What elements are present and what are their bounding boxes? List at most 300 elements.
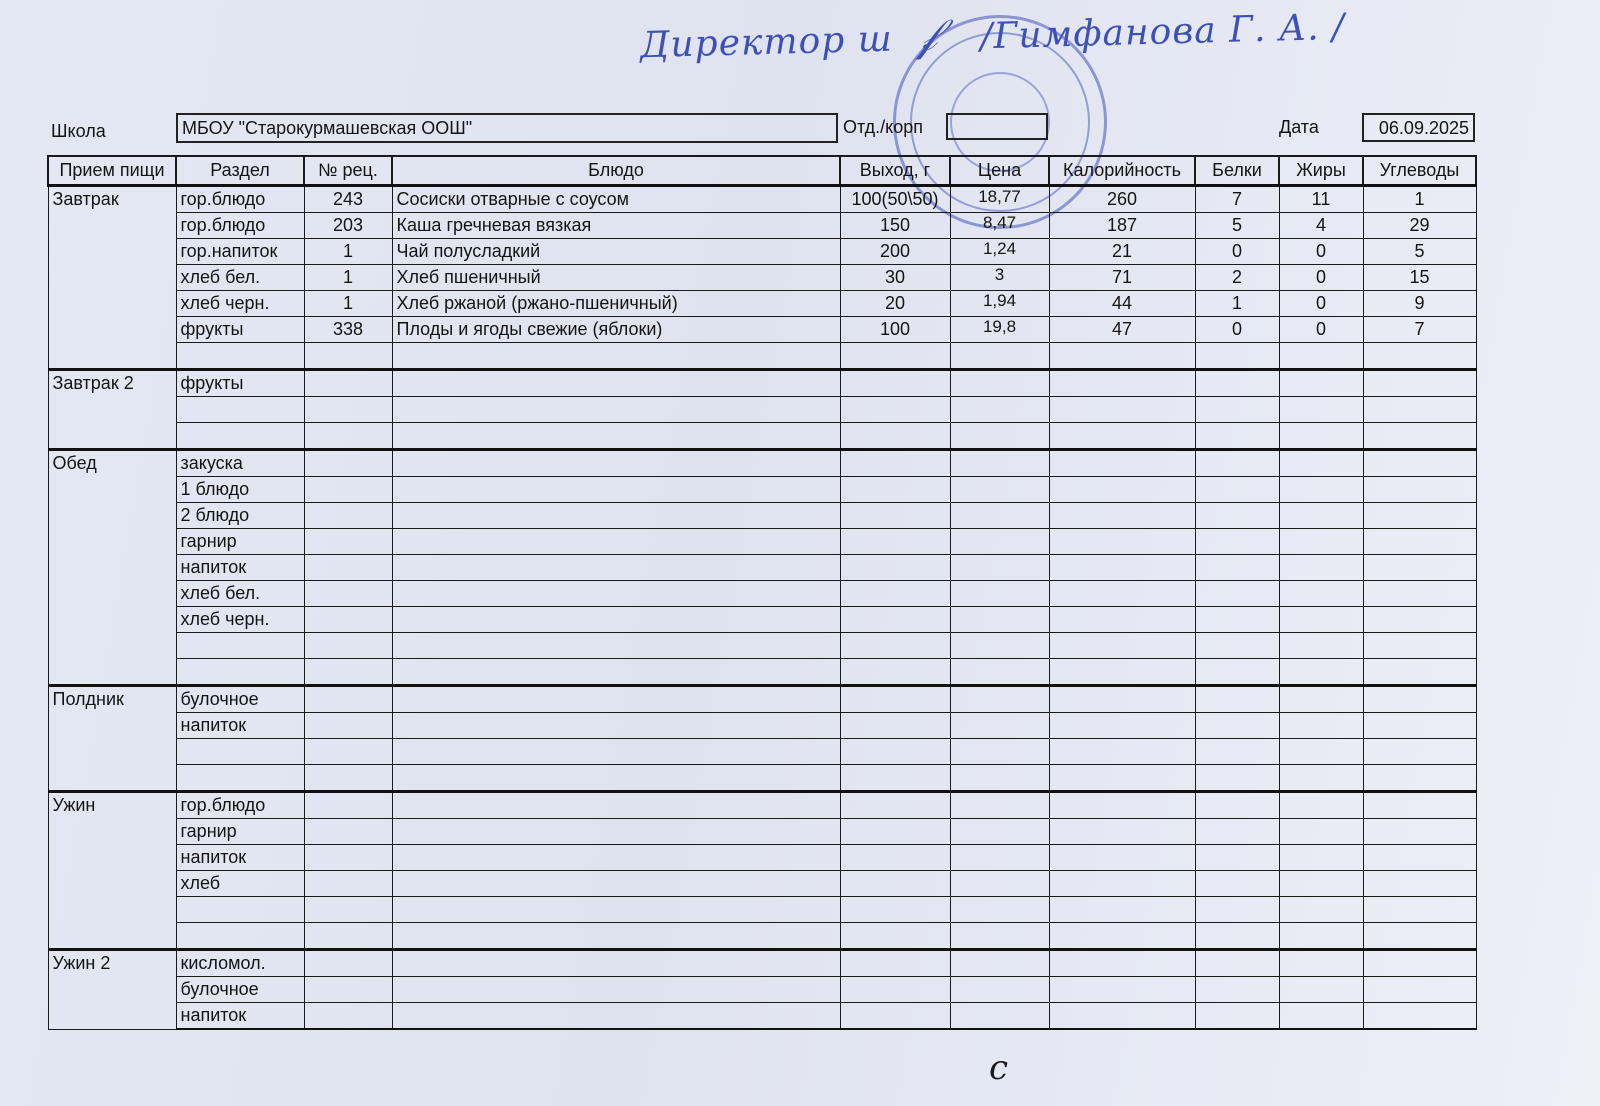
fat-column-header: Жиры (1279, 156, 1363, 186)
dish-cell[interactable] (392, 370, 840, 397)
section-cell[interactable]: булочное (176, 977, 304, 1003)
price-cell[interactable]: 1,24 (950, 239, 1049, 265)
kcal-cell[interactable] (1049, 845, 1195, 871)
protein-cell[interactable] (1195, 503, 1279, 529)
output-cell[interactable] (840, 397, 950, 423)
price-cell[interactable] (950, 397, 1049, 423)
recipe-number-cell[interactable] (304, 765, 392, 792)
section-cell[interactable]: фрукты (176, 317, 304, 343)
section-cell[interactable]: гор.напиток (176, 239, 304, 265)
section-cell[interactable]: хлеб бел. (176, 265, 304, 291)
section-cell[interactable]: напиток (176, 555, 304, 581)
dish-cell[interactable] (392, 977, 840, 1003)
fat-cell[interactable] (1279, 950, 1363, 977)
kcal-cell[interactable] (1049, 503, 1195, 529)
recipe-number-cell[interactable] (304, 529, 392, 555)
recipe-number-cell[interactable]: 243 (304, 186, 392, 213)
carbs-cell[interactable] (1363, 765, 1476, 792)
table-row (48, 423, 1476, 450)
dish-cell[interactable] (392, 897, 840, 923)
recipe-number-cell[interactable] (304, 686, 392, 713)
section-cell[interactable] (176, 659, 304, 686)
output-cell[interactable] (840, 659, 950, 686)
recipe-number-cell[interactable] (304, 819, 392, 845)
protein-cell[interactable] (1195, 450, 1279, 477)
section-cell[interactable]: гарнир (176, 529, 304, 555)
carbs-cell[interactable] (1363, 423, 1476, 450)
carbs-cell[interactable] (1363, 503, 1476, 529)
price-cell[interactable] (950, 581, 1049, 607)
fat-cell[interactable] (1279, 713, 1363, 739)
fat-cell[interactable] (1279, 581, 1363, 607)
recipe-number-cell[interactable] (304, 897, 392, 923)
dish-cell[interactable] (392, 871, 840, 897)
recipe-number-cell[interactable]: 1 (304, 291, 392, 317)
recipe-number-cell[interactable] (304, 370, 392, 397)
dish-cell[interactable] (392, 765, 840, 792)
fat-cell[interactable] (1279, 686, 1363, 713)
price-cell[interactable] (950, 370, 1049, 397)
fat-cell[interactable] (1279, 607, 1363, 633)
fat-cell[interactable]: 0 (1279, 239, 1363, 265)
carbs-cell[interactable] (1363, 659, 1476, 686)
fat-cell[interactable] (1279, 555, 1363, 581)
section-cell[interactable]: 2 блюдо (176, 503, 304, 529)
carbs-cell[interactable] (1363, 819, 1476, 845)
kcal-cell[interactable] (1049, 659, 1195, 686)
section-cell[interactable]: хлеб бел. (176, 581, 304, 607)
carbs-cell[interactable] (1363, 950, 1476, 977)
carbs-cell[interactable] (1363, 977, 1476, 1003)
price-cell[interactable] (950, 477, 1049, 503)
table-row (48, 265, 1476, 291)
output-cell[interactable] (840, 450, 950, 477)
price-cell[interactable] (950, 607, 1049, 633)
dish-cell[interactable] (392, 950, 840, 977)
price-cell[interactable] (950, 343, 1049, 370)
date-field[interactable]: 06.09.2025 (1362, 113, 1475, 142)
price-cell[interactable] (950, 555, 1049, 581)
output-cell[interactable] (840, 923, 950, 950)
fat-cell[interactable]: 0 (1279, 265, 1363, 291)
dish-cell[interactable]: Плоды и ягоды свежие (яблоки) (392, 317, 840, 343)
fat-cell[interactable]: 0 (1279, 317, 1363, 343)
protein-cell[interactable]: 0 (1195, 317, 1279, 343)
dish-cell[interactable] (392, 581, 840, 607)
output-cell[interactable] (840, 581, 950, 607)
section-cell[interactable]: напиток (176, 845, 304, 871)
protein-cell[interactable] (1195, 792, 1279, 819)
kcal-cell[interactable] (1049, 343, 1195, 370)
section-cell[interactable] (176, 923, 304, 950)
section-cell[interactable]: гарнир (176, 819, 304, 845)
recipe-number-cell[interactable] (304, 633, 392, 659)
carbs-cell[interactable] (1363, 555, 1476, 581)
recipe-number-cell[interactable] (304, 923, 392, 950)
protein-cell[interactable] (1195, 529, 1279, 555)
output-cell[interactable] (840, 633, 950, 659)
recipe-number-cell[interactable] (304, 659, 392, 686)
price-cell[interactable] (950, 977, 1049, 1003)
kcal-cell[interactable] (1049, 423, 1195, 450)
kcal-cell[interactable]: 44 (1049, 291, 1195, 317)
branch-field[interactable] (946, 113, 1048, 140)
protein-cell[interactable] (1195, 713, 1279, 739)
dish-cell[interactable] (392, 633, 840, 659)
protein-cell[interactable] (1195, 555, 1279, 581)
kcal-cell[interactable]: 187 (1049, 213, 1195, 239)
price-cell[interactable] (950, 503, 1049, 529)
school-field[interactable]: МБОУ "Старокурмашевская ООШ" (176, 113, 838, 143)
price-cell[interactable]: 1,94 (950, 291, 1049, 317)
price-cell[interactable] (950, 423, 1049, 450)
price-cell[interactable]: 19,8 (950, 317, 1049, 343)
kcal-cell[interactable] (1049, 792, 1195, 819)
kcal-cell[interactable] (1049, 923, 1195, 950)
kcal-cell[interactable] (1049, 871, 1195, 897)
recipe-number-cell[interactable] (304, 871, 392, 897)
dish-cell[interactable] (392, 555, 840, 581)
carbs-cell[interactable] (1363, 343, 1476, 370)
fat-cell[interactable] (1279, 739, 1363, 765)
dish-cell[interactable]: Чай полусладкий (392, 239, 840, 265)
fat-cell[interactable] (1279, 845, 1363, 871)
protein-cell[interactable]: 7 (1195, 186, 1279, 213)
recipe-number-cell[interactable]: 203 (304, 213, 392, 239)
output-cell[interactable]: 100 (840, 317, 950, 343)
fat-cell[interactable] (1279, 1003, 1363, 1030)
protein-cell[interactable] (1195, 607, 1279, 633)
fat-cell[interactable] (1279, 503, 1363, 529)
output-cell[interactable] (840, 845, 950, 871)
recipe-number-cell[interactable] (304, 977, 392, 1003)
recipe-number-cell[interactable] (304, 423, 392, 450)
dish-cell[interactable] (392, 739, 840, 765)
dish-cell[interactable] (392, 819, 840, 845)
protein-cell[interactable] (1195, 739, 1279, 765)
fat-cell[interactable] (1279, 370, 1363, 397)
carbs-cell[interactable]: 15 (1363, 265, 1476, 291)
carbs-cell[interactable] (1363, 923, 1476, 950)
kcal-cell[interactable] (1049, 555, 1195, 581)
output-cell[interactable] (840, 423, 950, 450)
kcal-cell[interactable] (1049, 397, 1195, 423)
fat-cell[interactable] (1279, 397, 1363, 423)
protein-cell[interactable]: 0 (1195, 239, 1279, 265)
protein-cell[interactable] (1195, 819, 1279, 845)
price-cell[interactable] (950, 1003, 1049, 1030)
section-cell[interactable] (176, 423, 304, 450)
recipe-number-cell[interactable] (304, 739, 392, 765)
output-cell[interactable]: 200 (840, 239, 950, 265)
output-cell[interactable] (840, 503, 950, 529)
carbs-cell[interactable] (1363, 633, 1476, 659)
protein-cell[interactable] (1195, 477, 1279, 503)
dish-cell[interactable] (392, 1003, 840, 1030)
recipe-number-cell[interactable]: 1 (304, 265, 392, 291)
protein-cell[interactable] (1195, 950, 1279, 977)
section-cell[interactable]: булочное (176, 686, 304, 713)
fat-cell[interactable] (1279, 450, 1363, 477)
recipe-number-cell[interactable]: 338 (304, 317, 392, 343)
section-cell[interactable]: гор.блюдо (176, 186, 304, 213)
kcal-cell[interactable] (1049, 739, 1195, 765)
section-cell[interactable] (176, 397, 304, 423)
dish-cell[interactable]: Хлеб ржаной (ржано-пшеничный) (392, 291, 840, 317)
dish-cell[interactable] (392, 423, 840, 450)
output-cell[interactable] (840, 819, 950, 845)
output-cell[interactable]: 150 (840, 213, 950, 239)
kcal-cell[interactable]: 71 (1049, 265, 1195, 291)
price-cell[interactable] (950, 792, 1049, 819)
menu-table (47, 155, 1477, 1030)
table-row (48, 792, 1476, 819)
recipe-number-cell[interactable] (304, 503, 392, 529)
fat-cell[interactable] (1279, 633, 1363, 659)
price-cell[interactable] (950, 871, 1049, 897)
price-cell[interactable] (950, 819, 1049, 845)
carbs-cell[interactable] (1363, 897, 1476, 923)
carbs-cell[interactable] (1363, 739, 1476, 765)
section-cell[interactable]: фрукты (176, 370, 304, 397)
recipe-number-cell[interactable] (304, 845, 392, 871)
kcal-cell[interactable] (1049, 633, 1195, 659)
dish-cell[interactable] (392, 503, 840, 529)
kcal-cell[interactable] (1049, 819, 1195, 845)
price-cell[interactable] (950, 686, 1049, 713)
protein-cell[interactable] (1195, 977, 1279, 1003)
protein-cell[interactable] (1195, 343, 1279, 370)
output-cell[interactable]: 100(50\50) (840, 186, 950, 213)
table-row (48, 897, 1476, 923)
kcal-cell[interactable] (1049, 370, 1195, 397)
carbs-cell[interactable] (1363, 581, 1476, 607)
recipe-number-cell[interactable] (304, 607, 392, 633)
recipe-number-cell[interactable]: 1 (304, 239, 392, 265)
output-cell[interactable]: 20 (840, 291, 950, 317)
fat-cell[interactable]: 0 (1279, 291, 1363, 317)
recipe-number-cell[interactable] (304, 555, 392, 581)
fat-cell[interactable] (1279, 977, 1363, 1003)
fat-cell[interactable] (1279, 423, 1363, 450)
price-cell[interactable] (950, 659, 1049, 686)
dish-cell[interactable]: Сосиски отварные с соусом (392, 186, 840, 213)
section-cell[interactable] (176, 765, 304, 792)
price-cell[interactable] (950, 739, 1049, 765)
dish-cell[interactable]: Хлеб пшеничный (392, 265, 840, 291)
carbs-cell[interactable] (1363, 477, 1476, 503)
recipe-number-cell[interactable] (304, 792, 392, 819)
fat-cell[interactable] (1279, 529, 1363, 555)
section-cell[interactable]: гор.блюдо (176, 792, 304, 819)
protein-cell[interactable] (1195, 423, 1279, 450)
fat-cell[interactable] (1279, 765, 1363, 792)
price-cell[interactable] (950, 923, 1049, 950)
fat-cell[interactable]: 4 (1279, 213, 1363, 239)
protein-cell[interactable] (1195, 659, 1279, 686)
output-cell[interactable] (840, 977, 950, 1003)
price-cell[interactable] (950, 845, 1049, 871)
fat-cell[interactable] (1279, 871, 1363, 897)
dish-cell[interactable] (392, 923, 840, 950)
output-cell[interactable] (840, 897, 950, 923)
price-cell[interactable] (950, 713, 1049, 739)
section-cell[interactable] (176, 897, 304, 923)
dish-cell[interactable] (392, 477, 840, 503)
dish-cell[interactable] (392, 792, 840, 819)
output-cell[interactable]: 30 (840, 265, 950, 291)
kcal-cell[interactable] (1049, 977, 1195, 1003)
output-cell[interactable] (840, 765, 950, 792)
dish-cell[interactable] (392, 397, 840, 423)
kcal-cell[interactable] (1049, 477, 1195, 503)
section-cell[interactable] (176, 633, 304, 659)
protein-cell[interactable] (1195, 845, 1279, 871)
recipe-column-header: № рец. (304, 156, 392, 186)
price-cell[interactable]: 8,47 (950, 213, 1049, 239)
protein-cell[interactable] (1195, 397, 1279, 423)
carbs-cell[interactable] (1363, 397, 1476, 423)
section-cell[interactable] (176, 739, 304, 765)
kcal-cell[interactable] (1049, 529, 1195, 555)
carbs-cell[interactable]: 5 (1363, 239, 1476, 265)
section-cell[interactable]: хлеб черн. (176, 291, 304, 317)
protein-cell[interactable] (1195, 633, 1279, 659)
kcal-cell[interactable]: 47 (1049, 317, 1195, 343)
carbs-cell[interactable]: 9 (1363, 291, 1476, 317)
kcal-cell[interactable]: 21 (1049, 239, 1195, 265)
protein-cell[interactable] (1195, 871, 1279, 897)
carbs-cell[interactable] (1363, 713, 1476, 739)
output-cell[interactable] (840, 529, 950, 555)
section-cell[interactable]: хлеб (176, 871, 304, 897)
carbs-cell[interactable] (1363, 1003, 1476, 1030)
section-cell[interactable]: закуска (176, 450, 304, 477)
output-cell[interactable] (840, 871, 950, 897)
carbs-cell[interactable]: 29 (1363, 213, 1476, 239)
dish-cell[interactable] (392, 529, 840, 555)
price-cell[interactable]: 3 (950, 265, 1049, 291)
protein-cell[interactable] (1195, 1003, 1279, 1030)
output-cell[interactable] (840, 343, 950, 370)
output-cell[interactable] (840, 739, 950, 765)
recipe-number-cell[interactable] (304, 397, 392, 423)
carbs-cell[interactable] (1363, 529, 1476, 555)
price-cell[interactable] (950, 765, 1049, 792)
protein-cell[interactable]: 5 (1195, 213, 1279, 239)
kcal-cell[interactable] (1049, 686, 1195, 713)
dish-cell[interactable] (392, 713, 840, 739)
table-row (48, 765, 1476, 792)
carbs-cell[interactable] (1363, 607, 1476, 633)
carbs-cell[interactable]: 1 (1363, 186, 1476, 213)
price-cell[interactable] (950, 450, 1049, 477)
price-cell[interactable] (950, 950, 1049, 977)
kcal-cell[interactable] (1049, 607, 1195, 633)
dish-cell[interactable]: Каша гречневая вязкая (392, 213, 840, 239)
output-cell[interactable] (840, 1003, 950, 1030)
carbs-cell[interactable] (1363, 370, 1476, 397)
dish-cell[interactable] (392, 845, 840, 871)
recipe-number-cell[interactable] (304, 1003, 392, 1030)
protein-cell[interactable] (1195, 897, 1279, 923)
output-cell[interactable] (840, 792, 950, 819)
price-cell[interactable] (950, 529, 1049, 555)
carbs-cell[interactable] (1363, 871, 1476, 897)
section-cell[interactable]: напиток (176, 713, 304, 739)
output-cell[interactable] (840, 370, 950, 397)
carbs-cell[interactable]: 7 (1363, 317, 1476, 343)
recipe-number-cell[interactable] (304, 713, 392, 739)
output-cell[interactable] (840, 477, 950, 503)
carbs-cell[interactable] (1363, 686, 1476, 713)
output-cell[interactable] (840, 713, 950, 739)
meal-name-cell: Обед (48, 450, 176, 686)
protein-cell[interactable] (1195, 581, 1279, 607)
fat-cell[interactable] (1279, 792, 1363, 819)
price-cell[interactable]: 18,77 (950, 186, 1049, 213)
dish-cell[interactable] (392, 343, 840, 370)
section-cell[interactable]: хлеб черн. (176, 607, 304, 633)
kcal-cell[interactable] (1049, 713, 1195, 739)
dish-cell[interactable] (392, 659, 840, 686)
carbs-cell[interactable] (1363, 845, 1476, 871)
recipe-number-cell[interactable] (304, 950, 392, 977)
output-cell[interactable] (840, 607, 950, 633)
kcal-cell[interactable] (1049, 765, 1195, 792)
protein-cell[interactable] (1195, 370, 1279, 397)
output-cell[interactable] (840, 950, 950, 977)
protein-cell[interactable] (1195, 923, 1279, 950)
recipe-number-cell[interactable] (304, 477, 392, 503)
fat-cell[interactable] (1279, 897, 1363, 923)
kcal-cell[interactable] (1049, 897, 1195, 923)
dish-cell[interactable] (392, 607, 840, 633)
kcal-cell[interactable] (1049, 581, 1195, 607)
protein-cell[interactable]: 1 (1195, 291, 1279, 317)
kcal-cell[interactable] (1049, 950, 1195, 977)
protein-cell[interactable]: 2 (1195, 265, 1279, 291)
kcal-cell[interactable] (1049, 1003, 1195, 1030)
protein-cell[interactable] (1195, 765, 1279, 792)
recipe-number-cell[interactable] (304, 581, 392, 607)
price-cell[interactable] (950, 897, 1049, 923)
kcal-cell[interactable] (1049, 450, 1195, 477)
section-cell[interactable]: кисломол. (176, 950, 304, 977)
price-cell[interactable] (950, 633, 1049, 659)
recipe-number-cell[interactable] (304, 343, 392, 370)
fat-cell[interactable] (1279, 819, 1363, 845)
dish-cell[interactable] (392, 450, 840, 477)
fat-cell[interactable] (1279, 923, 1363, 950)
recipe-number-cell[interactable] (304, 450, 392, 477)
section-cell[interactable]: напиток (176, 1003, 304, 1030)
dish-cell[interactable] (392, 686, 840, 713)
carbs-cell[interactable] (1363, 792, 1476, 819)
carbs-cell[interactable] (1363, 450, 1476, 477)
section-cell[interactable]: гор.блюдо (176, 213, 304, 239)
section-cell[interactable] (176, 343, 304, 370)
output-cell[interactable] (840, 555, 950, 581)
fat-cell[interactable] (1279, 659, 1363, 686)
output-cell[interactable] (840, 686, 950, 713)
fat-cell[interactable]: 11 (1279, 186, 1363, 213)
section-cell[interactable]: 1 блюдо (176, 477, 304, 503)
fat-cell[interactable] (1279, 343, 1363, 370)
kcal-cell[interactable]: 260 (1049, 186, 1195, 213)
fat-cell[interactable] (1279, 477, 1363, 503)
protein-cell[interactable] (1195, 686, 1279, 713)
